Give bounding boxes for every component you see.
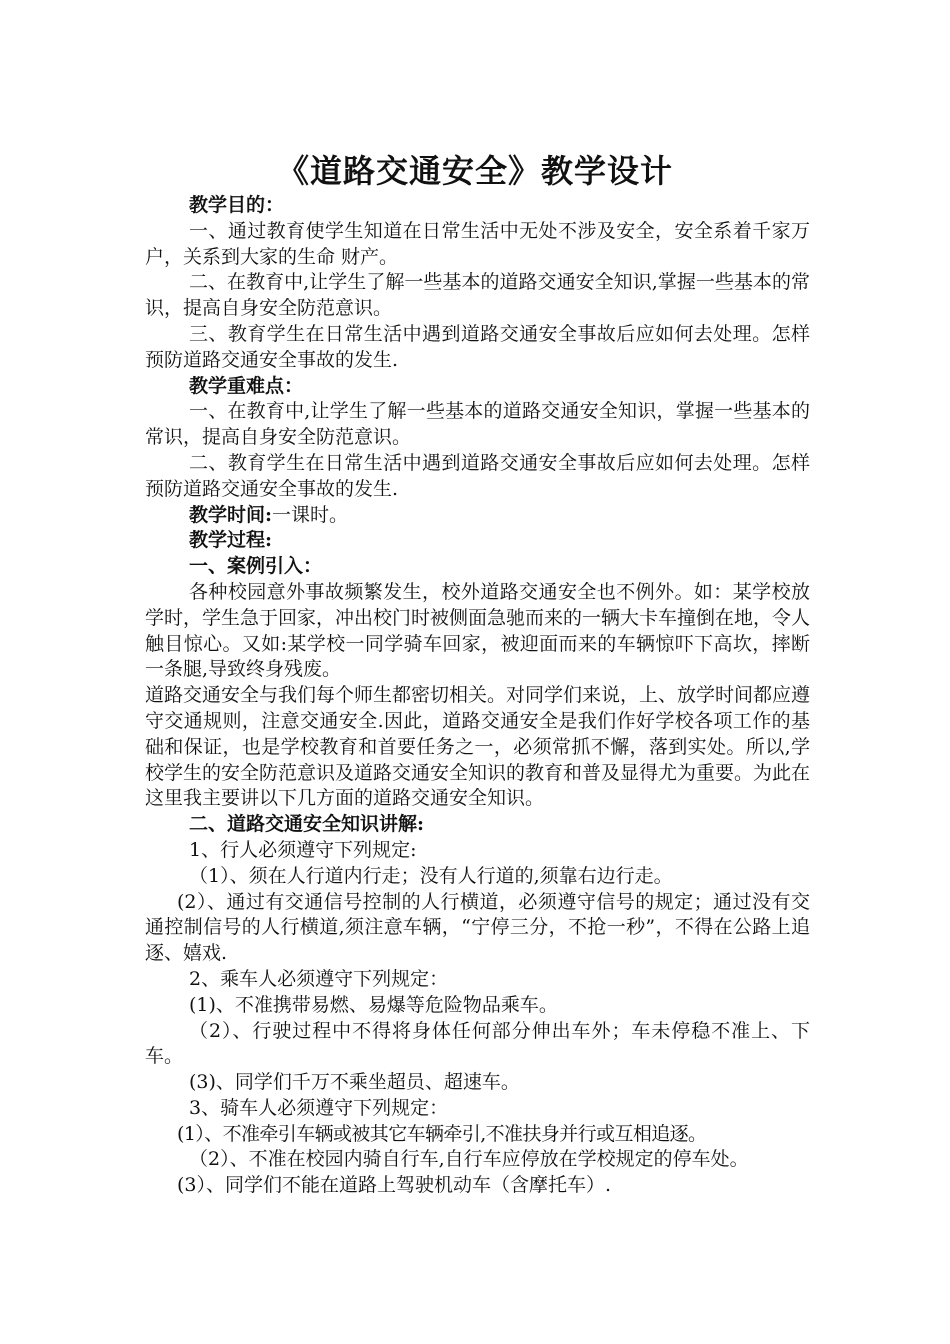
paragraph-key-2: 二、教育学生在日常生活中遇到道路交通安全事故后应如何去处理。怎样预防道路交通安全事故的发生. [145,451,810,500]
pedestrian-rules-heading: 1、行人必须遵守下列规定: [189,838,417,861]
rider-rule-1: (1）、不准牵引车辆或被其它车辆牵引,不准扶身并行或互相追逐。 [177,1122,707,1145]
rider-rule-3: (3）、同学们不能在道路上驾驶机动车（含摩托车）. [177,1174,612,1197]
paragraph-goal-3: 三、教育学生在日常生活中遇到道路交通安全事故后应如何去处理。怎样预防道路交通安全事故的发生. [145,322,810,371]
paragraph-key-1: 一、在教育中,让学生了解一些基本的道路交通安全知识，掌握一些基本的常识，提高自身安全防范意识。 [145,400,810,449]
passenger-rule-1: (1)、不准携带易燃、易爆等危险物品乘车。 [189,993,558,1016]
paragraph-case: 各种校园意外事故频繁发生，校外道路交通安全也不例外。如：某学校放学时，学生急于回家，冲出校门时被侧面急驰而来的一辆大卡车撞倒在地，令人触目惊心。又如:某学校一同学骑车回家，被迎面而来的车辆惊吓下高坎，摔断一条腿,导致终身残废。 [145,580,811,681]
paragraph-goal-1: 一、通过教育使学生知道在日常生活中无处不涉及安全，安全系着千家万户，关系到大家的生命 财产。 [145,219,810,268]
section-heading-key-points: 教学重难点： [189,374,304,397]
passenger-rule-3: (3)、同学们千万不乘坐超员、超速车。 [189,1071,520,1094]
passenger-rule-2: （2）、行驶过程中不得将身体任何部分伸出车外；车未停稳不准上、下车。 [145,1019,810,1068]
pedestrian-rule-2: (2）、通过有交通信号控制的人行横道，必须遵守信号的规定；通过没有交通控制信号的人行横道,须注意车辆，“宁停三分，不抢一秒”，不得在公路上追逐、嬉戏. [145,890,810,965]
page-title: 《道路交通安全》教学设计 [276,152,673,191]
pedestrian-rule-1: （1）、须在人行道内行走；没有人行道的,须靠右边行走。 [189,864,673,887]
teaching-time-line [145,503,810,529]
teaching-time-label: 教学时间: [189,503,273,526]
section-heading-goals: 教学目的： [189,194,285,216]
document-body [145,193,810,1199]
section-heading-knowledge: 二、道路交通安全知识讲解: [189,813,425,836]
rider-rules-heading: 3、骑车人必须遵守下列规定： [189,1096,449,1119]
paragraph-goal-2: 二、在教育中,让学生了解一些基本的道路交通安全知识,掌握一些基本的常识，提高自身安全防范意识。 [145,271,810,320]
paragraph-intro: 道路交通安全与我们每个师生都密切相关。对同学们来说，上、放学时间都应遵守交通规则，注意交通安全.因此，道路交通安全是我们作好学校各项工作的基础和保证，也是学校教育和首要任务之一，必须常抓不懈，落到实处。所以,学校学生的安全防范意识及道路交通安全知识的教育和普及显得尤为重要。为此在这里我主要讲以下几方面的道路交通安全知识。 [145,684,811,810]
passenger-rules-heading: 2、乘车人必须遵守下列规定： [189,967,449,990]
section-heading-case-intro: 一、案例引入： [189,555,323,578]
teaching-time-value: 一课时。 [272,503,349,526]
rider-rule-2: （2）、不准在校园内骑自行车,自行车应停放在学校规定的停车处。 [189,1148,749,1171]
section-heading-process: 教学过程: [189,529,273,552]
